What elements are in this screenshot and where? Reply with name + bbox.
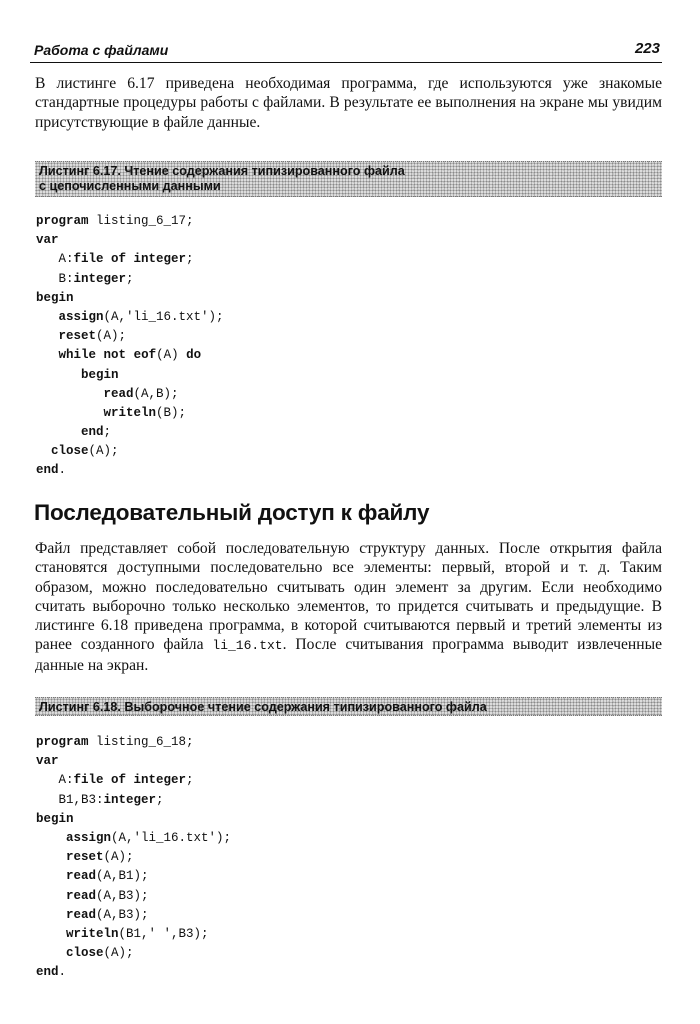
code-text (126, 348, 134, 362)
code-line (36, 289, 224, 308)
code-text: (A,'li_16.txt'); (103, 309, 224, 324)
code-keyword: close (51, 444, 89, 459)
code-line (36, 906, 231, 925)
code-line (36, 385, 224, 404)
code-line (36, 366, 224, 385)
code-text (36, 329, 59, 343)
code-keyword: begin (36, 811, 74, 826)
code-text: A: (36, 252, 74, 267)
code-text: ; (186, 252, 194, 267)
page-number: 223 (634, 40, 660, 57)
code-line (36, 733, 231, 752)
code-line (36, 887, 231, 906)
code-line (36, 212, 224, 231)
code-text (96, 348, 104, 362)
code-keyword: end (81, 425, 104, 440)
listing-6-17-caption (35, 161, 662, 197)
code-keyword: read (103, 386, 134, 401)
code-text: (A,'li_16.txt'); (111, 830, 232, 845)
code-text: (A); (103, 850, 134, 865)
code-line (36, 925, 231, 944)
code-keyword: program (36, 735, 89, 749)
code-text (36, 889, 66, 903)
code-line (36, 346, 224, 365)
code-text: listing_6_18; (88, 735, 194, 749)
code-text (36, 368, 81, 382)
code-keyword: writeln (66, 926, 119, 941)
code-line (36, 327, 224, 346)
code-text (36, 310, 59, 324)
code-keyword: while (58, 348, 97, 363)
code-text: (A) (156, 348, 187, 363)
code-text: listing_6_17; (88, 214, 194, 228)
code-keyword: assign (66, 830, 112, 845)
code-text (36, 425, 81, 439)
code-keyword: read (66, 907, 97, 922)
code-line (36, 442, 224, 461)
code-keyword: do (186, 348, 202, 363)
code-keyword: not (103, 348, 127, 363)
code-text: (B1,' ',B3); (118, 926, 209, 941)
code-text: (A); (88, 444, 119, 459)
listing-6-17-code (36, 212, 224, 481)
code-text: (A,B1); (96, 869, 149, 884)
code-keyword: writeln (103, 405, 157, 420)
code-keyword: integer (73, 271, 127, 286)
code-line (36, 963, 231, 982)
code-text (36, 348, 59, 362)
code-keyword: eof (133, 348, 157, 363)
code-keyword: assign (58, 309, 104, 324)
code-line (36, 848, 231, 867)
code-text (36, 444, 51, 458)
code-keyword: file of integer (73, 252, 187, 267)
code-line (36, 752, 231, 771)
code-text: ; (126, 271, 134, 286)
code-keyword: close (66, 946, 104, 961)
code-text: (A,B3); (96, 888, 149, 903)
chapter-title: Работа с файлами (34, 42, 169, 58)
file-name-code: li_16.txt (212, 638, 283, 654)
code-keyword: var (36, 233, 59, 248)
code-text: B1,B3: (36, 792, 104, 807)
code-text: A: (36, 773, 74, 788)
section-heading: Последовательный доступ к файлу (34, 500, 430, 525)
listing-6-18-caption (35, 697, 662, 716)
code-line (36, 231, 224, 250)
section-paragraph-tail: . После считывания программа выводит извлеченные данные на экран. (35, 636, 663, 674)
code-text: (A,B3); (96, 907, 149, 922)
code-text (36, 927, 66, 941)
code-text (36, 406, 104, 420)
code-text (36, 908, 66, 922)
code-text (36, 831, 66, 845)
code-text (36, 387, 104, 401)
code-text: ; (156, 792, 164, 807)
code-line (36, 791, 231, 810)
code-text: ; (186, 773, 194, 788)
code-text (36, 850, 66, 864)
intro-paragraph: В листинге 6.17 приведена необходимая программа, где используются уже знакомые стандартные процедуры работы с файлами. В результате ее выполнения на экране мы увидим присутствующие в файле данные. (35, 75, 662, 131)
code-line (36, 944, 231, 963)
code-text: ; (103, 425, 112, 440)
code-line (36, 404, 224, 423)
code-keyword: end (36, 463, 59, 478)
code-line (36, 867, 231, 886)
code-keyword: file of integer (73, 773, 187, 788)
code-line (36, 771, 231, 790)
code-text: (A); (96, 329, 127, 344)
code-keyword: reset (58, 329, 97, 344)
code-line (36, 423, 224, 442)
listing-6-17-caption-line2: с цепочисленными данными (39, 179, 221, 193)
code-text (36, 869, 66, 883)
code-text: . (58, 965, 67, 980)
code-keyword: read (66, 869, 97, 884)
code-text: . (58, 463, 67, 478)
listing-6-18-code (36, 733, 231, 982)
listing-6-17-caption-line1: Листинг 6.17. Чтение содержания типизированного файла (39, 164, 405, 178)
code-text (36, 946, 66, 960)
code-line (36, 270, 224, 289)
code-text: (A,B); (133, 386, 179, 401)
code-keyword: var (36, 754, 59, 769)
code-keyword: begin (81, 367, 119, 382)
running-header (30, 40, 662, 63)
listing-6-18-caption-text: Листинг 6.18. Выборочное чтение содержания типизированного файла (39, 700, 487, 714)
code-text: B: (36, 271, 74, 286)
code-line (36, 829, 231, 848)
code-line (36, 250, 224, 269)
code-line (36, 461, 224, 480)
section-paragraph (35, 539, 662, 675)
code-keyword: read (66, 888, 97, 903)
code-keyword: reset (66, 850, 104, 865)
code-line (36, 810, 231, 829)
code-line (36, 308, 224, 327)
code-keyword: program (36, 214, 89, 228)
code-keyword: integer (103, 792, 157, 807)
section-paragraph-text: Файл представляет собой последовательную структуру данных. После открытия файла становятся доступными последовательно все элементы: первый, второй и т. д. Таким образом, можно последовательно считывать один элемент за другим. Если необходимо считать выборочно только несколько элементов, то придется считывать и предыдущие. В листинге 6.18 приведена программа, в которой считываются первый и третий элементы из ранее созданного файла (35, 540, 662, 654)
code-keyword: begin (36, 290, 74, 305)
code-text: (B); (156, 405, 187, 420)
code-keyword: end (36, 965, 59, 980)
code-text: (A); (103, 946, 134, 961)
